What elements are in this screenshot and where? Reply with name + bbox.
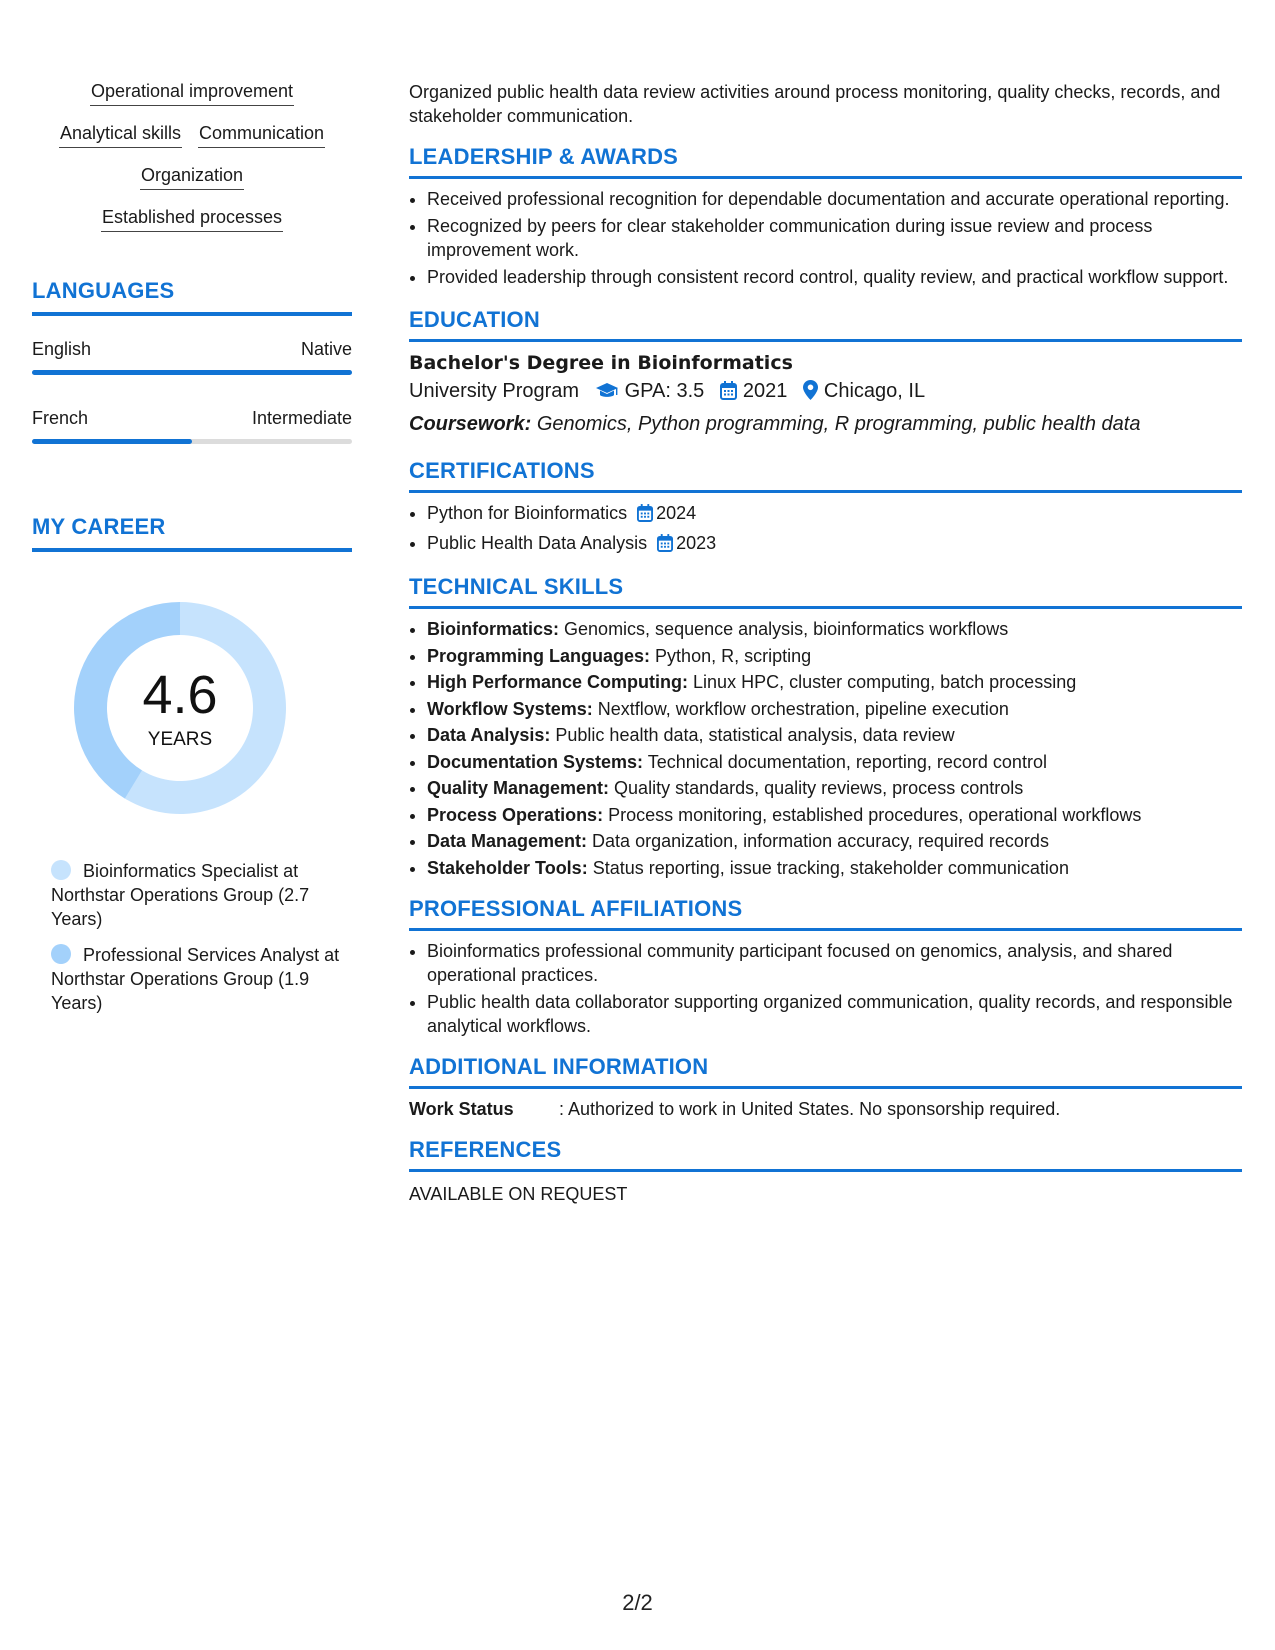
- calendar-icon: [657, 534, 673, 558]
- career-rule: [32, 548, 352, 552]
- page-number: 2/2: [622, 1590, 653, 1615]
- certifications-list: [409, 501, 1242, 558]
- languages-rule: [32, 312, 352, 316]
- career-section: [32, 514, 352, 1015]
- career-legend-item: [51, 943, 341, 1015]
- location-pin-icon: [803, 380, 818, 408]
- skill-tag-row: [32, 164, 352, 190]
- education-location: Chicago, IL: [823, 380, 926, 402]
- left-column: [32, 80, 352, 1027]
- section-rule: [409, 1169, 1242, 1172]
- skill-tag: Communication: [198, 122, 325, 148]
- language-name: English: [32, 339, 92, 359]
- section-rule: [409, 928, 1242, 931]
- certification-year: 2023: [676, 533, 717, 553]
- language-name: French: [32, 408, 89, 428]
- skill-value: Technical documentation, reporting, record control: [647, 751, 1047, 772]
- section-rule: [409, 606, 1242, 609]
- skill-label: Data Management:: [427, 831, 588, 851]
- affiliations-section: [409, 896, 1242, 1038]
- right-column: [409, 80, 1242, 1206]
- language-proficiency-bar: [32, 370, 352, 375]
- skill-item: [427, 670, 1242, 694]
- coursework: [409, 410, 1242, 438]
- career-total-label: YEARS: [147, 729, 213, 750]
- list-item: [427, 501, 1242, 528]
- career-heading: MY CAREER: [32, 514, 166, 539]
- skill-item: [427, 856, 1242, 880]
- skill-tag: Operational improvement: [90, 80, 294, 106]
- skill-tag-row: [32, 206, 352, 232]
- skill-label: Quality Management:: [427, 778, 610, 798]
- calendar-icon: [637, 504, 653, 528]
- career-role-label: Bioinformatics Specialist at Northstar Operations Group (2.7 Years): [51, 861, 310, 929]
- skill-value: Python, R, scripting: [655, 645, 812, 666]
- skill-value: Nextflow, workflow orchestration, pipeline execution: [597, 698, 1009, 719]
- skill-item: [427, 723, 1242, 747]
- legend-dot-icon: [51, 944, 71, 964]
- references-section: [409, 1137, 1242, 1206]
- affiliations-list: [409, 939, 1242, 1038]
- work-status-key: Work Status: [409, 1098, 514, 1119]
- skill-tag-row: [32, 80, 352, 106]
- work-status-row: [409, 1097, 1242, 1121]
- technical-skills-list: [409, 617, 1242, 880]
- legend-dot-icon: [51, 860, 71, 880]
- skill-tag: Established processes: [101, 206, 283, 232]
- skill-label: Programming Languages:: [427, 645, 651, 666]
- graduation-year: 2021: [742, 380, 788, 402]
- language-level: Native: [300, 339, 352, 359]
- additional-heading: ADDITIONAL INFORMATION: [409, 1053, 709, 1079]
- list-item: • Provided leadership through consistent record control, quality review, and practical workflow support.: [427, 265, 1242, 289]
- career-donut: [67, 595, 293, 821]
- skill-label: Workflow Systems:: [427, 698, 593, 719]
- graduation-cap-icon: [595, 380, 619, 408]
- skill-item: [427, 776, 1242, 800]
- list-item: • Public health data collaborator supporting organized communication, quality records, and responsible analytical workflows.: [427, 990, 1242, 1038]
- skill-item: [427, 750, 1242, 774]
- education-heading: EDUCATION: [409, 307, 540, 332]
- career-legend-item: [51, 859, 341, 931]
- skill-value: Linux HPC, cluster computing, batch processing: [693, 672, 1077, 692]
- skill-value: Process monitoring, established procedures, operational workflows: [608, 804, 1142, 825]
- leadership-section: [409, 144, 1242, 289]
- languages-section: [32, 278, 352, 444]
- skill-item: [427, 803, 1242, 827]
- list-item: • Recognized by peers for clear stakeholder communication during issue review and process improvement work.: [427, 214, 1242, 262]
- school-name: University Program: [409, 380, 580, 402]
- degree-title: Bachelor's Degree in Bioinformatics: [409, 352, 793, 374]
- language-proficiency-fill: [32, 370, 352, 375]
- skill-label: Process Operations:: [427, 804, 604, 825]
- list-item: [427, 531, 1242, 558]
- coursework-text: Genomics, Python programming, R programming, public health data: [536, 413, 1141, 435]
- skill-label: Bioinformatics:: [427, 619, 560, 639]
- certification-name: Python for Bioinformatics: [427, 503, 628, 523]
- language-item: [32, 338, 352, 375]
- certifications-section: [409, 458, 1242, 558]
- education-meta: [409, 377, 1242, 408]
- gpa: GPA: 3.5: [624, 380, 705, 402]
- section-rule: [409, 339, 1242, 342]
- skill-label: High Performance Computing:: [427, 672, 689, 692]
- section-rule: [409, 1086, 1242, 1089]
- section-rule: [409, 490, 1242, 493]
- career-role-label: Professional Services Analyst at Northstar Operations Group (1.9 Years): [51, 945, 340, 1013]
- language-proficiency-fill: [32, 439, 192, 444]
- skill-label: Stakeholder Tools:: [427, 857, 588, 878]
- technical-skills-heading: TECHNICAL SKILLS: [409, 574, 624, 599]
- skill-tag-row: [32, 122, 352, 148]
- certification-year: 2024: [656, 503, 697, 523]
- skill-tag: Organization: [140, 164, 244, 190]
- list-item: • Received professional recognition for dependable documentation and accurate operational reporting.: [427, 187, 1242, 211]
- skill-item: [427, 829, 1242, 853]
- coursework-label: Coursework:: [409, 413, 532, 435]
- certification-name: Public Health Data Analysis: [427, 533, 648, 553]
- skill-value: Public health data, statistical analysis, data review: [555, 725, 955, 745]
- list-item: • Bioinformatics professional community participant focused on genomics, analysis, and shared operational practices.: [427, 939, 1242, 987]
- skill-value: Data organization, information accuracy, required records: [592, 831, 1049, 851]
- summary-text: Organized public health data review activities around process monitoring, quality checks, records, and stakeholder communication.: [409, 82, 1221, 126]
- skill-value: Status reporting, issue tracking, stakeholder communication: [592, 857, 1069, 878]
- language-proficiency-bar: [32, 439, 352, 444]
- calendar-icon: [720, 380, 737, 408]
- section-rule: [409, 176, 1242, 179]
- references-heading: REFERENCES: [409, 1136, 562, 1162]
- skill-label: Data Analysis:: [427, 725, 551, 745]
- leadership-list: [409, 187, 1242, 289]
- skill-tags: [32, 80, 352, 232]
- career-legend: [51, 859, 341, 1015]
- skill-label: Documentation Systems:: [427, 751, 644, 772]
- skill-item: [427, 644, 1242, 668]
- skill-value: Genomics, sequence analysis, bioinformatics workflows: [564, 619, 1009, 639]
- languages-heading: LANGUAGES: [32, 278, 175, 303]
- skill-value: Quality standards, quality reviews, process controls: [614, 778, 1024, 798]
- references-text: AVAILABLE ON REQUEST: [409, 1183, 628, 1204]
- technical-skills-section: [409, 574, 1242, 880]
- career-total-years: 4.6: [142, 665, 218, 725]
- additional-section: [409, 1054, 1242, 1121]
- skill-item: [427, 697, 1242, 721]
- skill-item: [427, 617, 1242, 641]
- leadership-heading: LEADERSHIP & AWARDS: [409, 144, 679, 169]
- certifications-heading: CERTIFICATIONS: [409, 458, 595, 483]
- language-level: Intermediate: [251, 408, 352, 428]
- skill-tag: Analytical skills: [59, 122, 182, 148]
- language-item: [32, 407, 352, 444]
- education-section: [409, 307, 1242, 438]
- work-status-value: : Authorized to work in United States. No sponsorship required.: [559, 1098, 1061, 1119]
- affiliations-heading: PROFESSIONAL AFFILIATIONS: [409, 895, 743, 921]
